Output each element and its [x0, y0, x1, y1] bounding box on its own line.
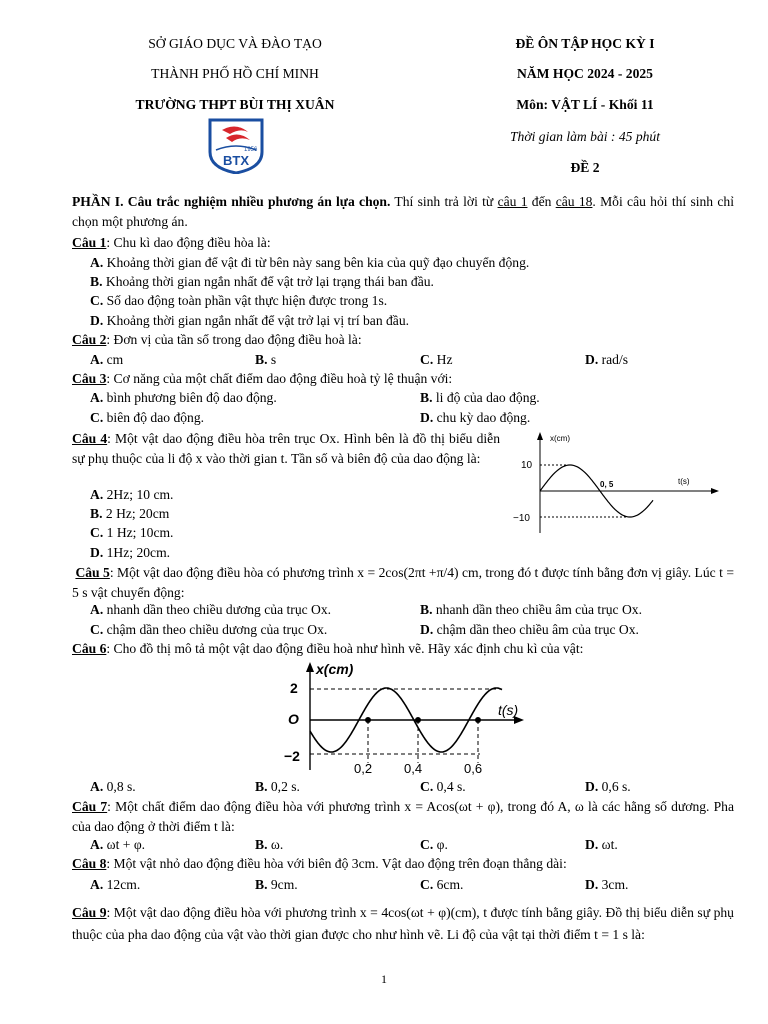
option-label: A. [90, 877, 104, 892]
question-label: Câu 1 [72, 235, 107, 250]
q3-option-c [90, 410, 204, 426]
school-year: NĂM HỌC 2024 - 2025 [517, 66, 653, 81]
option-text: 0,4 s. [436, 779, 466, 794]
question-text: : Một vật nhỏ dao động điều hòa với biên độ 3cm. Vật dao động trên đoạn thẳng dài: [106, 856, 567, 871]
option-text: 2 Hz; 20cm [105, 506, 170, 521]
q6-option-b [255, 779, 300, 795]
option-label: B. [255, 352, 268, 367]
option-label: C. [420, 837, 434, 852]
city-name: THÀNH PHỐ HỒ CHÍ MINH [151, 66, 319, 81]
option-label: D. [420, 622, 434, 637]
option-label: B. [90, 506, 103, 521]
q8-option-c [420, 877, 463, 893]
question-4 [72, 429, 500, 468]
option-text: chậm dần theo chiều dương của trục Ox. [106, 622, 328, 637]
option-text: nhanh dần theo chiều dương của trục Ox. [106, 602, 332, 617]
option-label: A. [90, 390, 104, 405]
y-axis-arrow [537, 432, 543, 440]
logo-year: 1956 [244, 147, 258, 153]
option-label: D. [585, 779, 599, 794]
q6-option-a [90, 779, 136, 795]
option-text: 1 Hz; 10cm. [106, 525, 174, 540]
question-text: : Một vật dao động điều hòa có phương trình x = 2cos(2πt +π/4) cm, trong đó t được tính bằng đơn vị giây. Lúc t = 5 s vật chuyển động: [72, 565, 734, 600]
option-text: s [270, 352, 277, 367]
q7-option-d [585, 837, 618, 853]
question-text: : Một chất điểm dao động điều hòa với phương trình x = Acos(ωt + φ), trong đó A, ω là các hằng số dương. Pha của dao động ở thời điểm t là: [72, 799, 734, 834]
q6-option-d [585, 779, 631, 795]
q1-option-a [90, 255, 529, 271]
q2-option-c [420, 352, 452, 368]
question-2 [72, 332, 362, 348]
option-text: Hz [436, 352, 453, 367]
option-label: D. [585, 837, 599, 852]
option-label: D. [585, 877, 599, 892]
question-1 [72, 235, 271, 251]
option-label: A. [90, 255, 104, 270]
option-label: C. [90, 293, 104, 308]
option-text: 0,6 s. [601, 779, 631, 794]
q5-option-b [420, 602, 642, 618]
option-text: 9cm. [270, 877, 298, 892]
t3-label: 0,6 [464, 761, 483, 776]
option-text: chậm dần theo chiều âm của trục Ox. [436, 622, 639, 637]
option-text: 0,2 s. [270, 779, 300, 794]
part1-intro [72, 192, 734, 231]
q4-option-d [90, 545, 170, 561]
q6-option-c [420, 779, 466, 795]
x-axis-label: t(s) [678, 477, 690, 486]
option-text: rad/s [601, 352, 629, 367]
q1-option-c [90, 293, 387, 309]
option-text: cm [106, 352, 124, 367]
point-t1 [365, 717, 371, 723]
option-text: φ. [436, 837, 448, 852]
question-label: Câu 4 [72, 431, 108, 446]
question-label: Câu 2 [72, 332, 107, 347]
part1-text-b: đến [527, 194, 556, 209]
question-6 [72, 641, 583, 657]
option-text: Khoảng thời gian ngắn nhất để vật trở lại vị trí ban đầu. [106, 313, 410, 328]
option-text: ωt + φ. [106, 837, 146, 852]
question-text: : Một vật dao động điều hòa với phương trình x = 4cos(ωt + φ)(cm), t được tính bằng giây. Đồ thị biểu diễn sự phụ thuộc của pha dao động của vật vào thời gian được cho như hình vẽ. Li độ của vật tại thời điểm t = 1 s là: [72, 905, 734, 942]
part1-q18-ref: câu 18 [555, 194, 593, 209]
option-label: B. [255, 877, 268, 892]
option-text: biên độ dao động. [106, 410, 205, 425]
option-label: C. [420, 877, 434, 892]
q5-option-d [420, 622, 639, 638]
y-top-label: 2 [290, 680, 298, 696]
option-text: 12cm. [106, 877, 141, 892]
option-label: D. [90, 313, 104, 328]
option-text: li độ của dao động. [435, 390, 540, 405]
question-text: : Cho đồ thị mô tả một vật dao động điều hoà như hình vẽ. Hãy xác định chu kì của vật: [106, 641, 584, 656]
logo-text: BTX [223, 153, 249, 168]
exam-code: ĐỀ 2 [570, 160, 600, 175]
option-text: 0,8 s. [106, 779, 136, 794]
q1-option-d [90, 313, 409, 329]
part1-text-a: Thí sinh trả lời từ [390, 194, 498, 209]
option-text: Khoảng thời gian ngắn nhất để vật trở lại trạng thái ban đầu. [105, 274, 434, 289]
option-label: C. [90, 622, 104, 637]
question-5 [72, 563, 734, 602]
x-axis-arrow [711, 488, 719, 494]
option-label: B. [420, 602, 433, 617]
subject-grade: Môn: VẬT LÍ - Khối 11 [516, 97, 654, 112]
option-label: A. [90, 837, 104, 852]
option-label: C. [90, 410, 104, 425]
question-label: Câu 6 [72, 641, 107, 656]
q4-graph [505, 428, 725, 548]
option-label: A. [90, 487, 104, 502]
option-text: Số dao động toàn phần vật thực hiện được trong 1s. [106, 293, 388, 308]
option-label: B. [255, 779, 268, 794]
option-label: D. [585, 352, 599, 367]
option-text: nhanh dần theo chiều âm của trục Ox. [435, 602, 642, 617]
option-label: A. [90, 779, 104, 794]
q3-option-b [420, 390, 540, 406]
q7-option-b [255, 837, 283, 853]
option-label: A. [90, 602, 104, 617]
q3-option-a [90, 390, 277, 406]
school-logo [206, 118, 266, 174]
option-label: D. [90, 545, 104, 560]
q7-option-a [90, 837, 145, 853]
department-name: SỞ GIÁO DỤC VÀ ĐÀO TẠO [148, 36, 322, 51]
q3-option-d [420, 410, 530, 426]
question-label: Câu 9 [72, 905, 107, 920]
option-label: C. [420, 779, 434, 794]
part1-title: PHẦN I. Câu trắc nghiệm nhiều phương án lựa chọn. [72, 194, 391, 209]
question-text: : Một vật dao động điều hòa trên trục Ox. Hình bên là đồ thị biểu diễn sự phụ thuộc của li độ x vào thời gian t. Tần số và biên độ của dao động là: [72, 431, 500, 466]
y-axis-label: x(cm) [316, 661, 354, 677]
y-axis-label: x(cm) [550, 434, 570, 443]
q7-option-c [420, 837, 448, 853]
exam-duration: Thời gian làm bài : 45 phút [510, 129, 660, 144]
school-name: TRƯỜNG THPT BÙI THỊ XUÂN [135, 97, 335, 112]
option-text: 3cm. [601, 877, 629, 892]
y-top-label: 10 [521, 460, 533, 471]
question-label: Câu 3 [72, 371, 107, 386]
option-label: A. [90, 352, 104, 367]
y-bottom-label: −10 [513, 513, 530, 524]
option-text: chu kỳ dao động. [436, 410, 531, 425]
question-8 [72, 856, 567, 872]
origin-label: O [288, 711, 299, 727]
question-label: Câu 8 [72, 856, 107, 871]
q5-option-c [90, 622, 327, 638]
question-3 [72, 371, 452, 387]
question-text: : Cơ năng của một chất điểm dao động điều hoà tỷ lệ thuận với: [106, 371, 453, 386]
q6-graph [280, 660, 530, 778]
y-axis-arrow [306, 662, 314, 672]
q4-option-b [90, 506, 169, 522]
part1-q1-ref: câu 1 [497, 194, 528, 209]
x-axis-label: t(s) [498, 702, 519, 718]
question-label: Câu 7 [72, 799, 108, 814]
option-label: B. [420, 390, 433, 405]
option-text: bình phương biên độ dao động. [106, 390, 277, 405]
q2-option-a [90, 352, 123, 368]
option-text: ωt. [601, 837, 618, 852]
q8-option-a [90, 877, 140, 893]
point-t3 [475, 717, 481, 723]
page-number: 1 [381, 972, 387, 986]
q8-option-b [255, 877, 298, 893]
y-bottom-label: −2 [284, 748, 300, 764]
q1-option-b [90, 274, 434, 290]
q2-option-d [585, 352, 628, 368]
question-9 [72, 902, 734, 946]
q8-option-d [585, 877, 628, 893]
question-label: Câu 5 [75, 565, 110, 580]
option-label: D. [420, 410, 434, 425]
option-text: 6cm. [436, 877, 464, 892]
option-text: Khoảng thời gian để vật đi từ bên này sang bên kia của quỹ đạo chuyển động. [106, 255, 530, 270]
question-text: : Đơn vị của tần số trong dao động điều hoà là: [106, 332, 362, 347]
option-text: 2Hz; 10 cm. [106, 487, 174, 502]
option-label: C. [420, 352, 434, 367]
q5-option-a [90, 602, 331, 618]
option-text: 1Hz; 20cm. [106, 545, 171, 560]
option-text: ω. [270, 837, 284, 852]
t2-label: 0,4 [404, 761, 423, 776]
q4-option-a [90, 487, 173, 503]
x-mark-label: 0, 5 [600, 480, 614, 489]
question-7 [72, 797, 734, 836]
q2-option-b [255, 352, 276, 368]
part1-text-c: . Mỗi câu hỏi thí sinh chỉ chọn một phương án. [72, 194, 734, 229]
q4-option-c [90, 525, 173, 541]
point-t2 [415, 717, 421, 723]
option-label: C. [90, 525, 104, 540]
question-text: : Chu kì dao động điều hòa là: [106, 235, 271, 250]
option-label: B. [255, 837, 268, 852]
t1-label: 0,2 [354, 761, 373, 776]
exam-title: ĐỀ ÔN TẬP HỌC KỲ I [515, 36, 655, 51]
option-label: B. [90, 274, 103, 289]
